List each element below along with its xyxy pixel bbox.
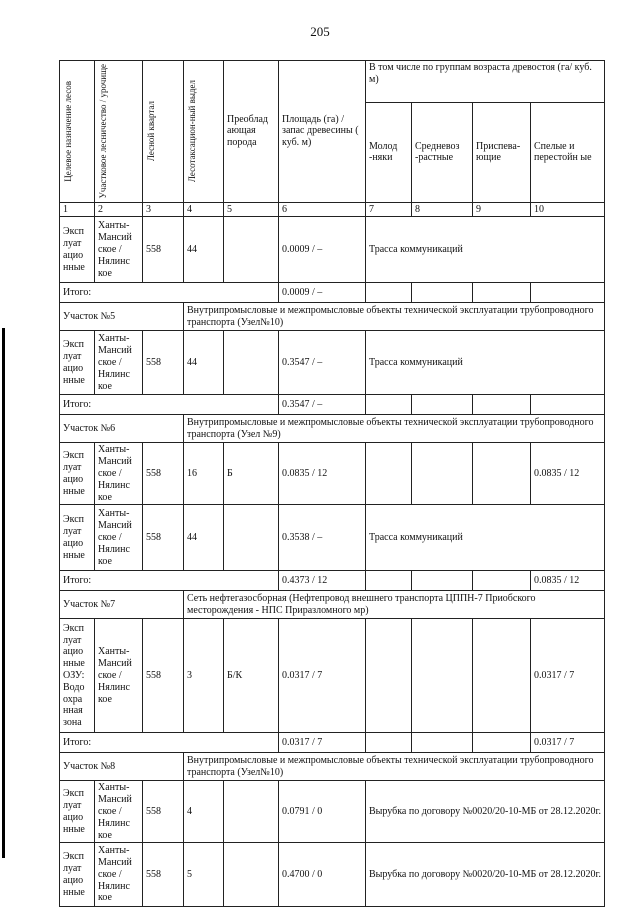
purpose-cell: Эксп луат ацио нные ОЗУ: Водо охра нная зона: [60, 619, 95, 733]
section-label: Участок №8: [60, 753, 184, 781]
forestry-cell: Ханты- Мансий ское / Нялинс кое: [95, 331, 143, 395]
header-mature: Спелые и перестойн ые: [531, 103, 605, 202]
area-cell: 0.3538 / –: [279, 505, 366, 571]
division-cell: 44: [184, 331, 224, 395]
total-label: Итого:: [60, 283, 279, 303]
quarter-cell: 558: [143, 843, 184, 907]
species-cell: [224, 843, 279, 907]
header-quarter: Лесной квартал: [146, 101, 156, 162]
total-mature: 0.0317 / 7: [531, 733, 605, 753]
species-cell: [224, 217, 279, 283]
col-number: 4: [184, 202, 224, 217]
quarter-cell: 558: [143, 619, 184, 733]
header-age-groups: В том числе по группам возраста древостоя (га/ куб. м): [366, 61, 605, 103]
area-cell: 0.3547 / –: [279, 331, 366, 395]
forestry-cell: Ханты- Мансий ское / Нялинс кое: [95, 619, 143, 733]
area-cell: 0.0009 / –: [279, 217, 366, 283]
forest-table: [59, 60, 605, 907]
total-area: 0.0317 / 7: [279, 733, 366, 753]
forestry-cell: Ханты- Мансий ское / Нялинс кое: [95, 217, 143, 283]
total-label: Итого:: [60, 571, 279, 591]
total-area: 0.0009 / –: [279, 283, 366, 303]
total-area: 0.3547 / –: [279, 395, 366, 415]
col-number: 9: [473, 202, 531, 217]
header-species: Преоблад ающая порода: [224, 61, 279, 203]
note-cell: Трасса коммуникаций: [366, 331, 605, 395]
col-number: 10: [531, 202, 605, 217]
note-cell: Трасса коммуникаций: [366, 217, 605, 283]
header-area: Площадь (га) / запас древесины ( куб. м): [279, 61, 366, 203]
note-cell: Трасса коммуникаций: [366, 505, 605, 571]
section-description: Внутрипромысловые и межпромысловые объекты технической эксплуатации трубопроводного транспорта (Узел№10): [184, 753, 605, 781]
total-label: Итого:: [60, 395, 279, 415]
forestry-cell: Ханты- Мансий ское / Нялинс кое: [95, 781, 143, 843]
quarter-cell: 558: [143, 443, 184, 505]
division-cell: 44: [184, 505, 224, 571]
division-cell: 16: [184, 443, 224, 505]
total-mature: 0.0835 / 12: [531, 571, 605, 591]
division-cell: 44: [184, 217, 224, 283]
col-number: 5: [224, 202, 279, 217]
species-cell: [224, 331, 279, 395]
page-number: 205: [310, 24, 330, 39]
quarter-cell: 558: [143, 217, 184, 283]
forestry-cell: Ханты- Мансий ское / Нялинс кое: [95, 443, 143, 505]
quarter-cell: 558: [143, 505, 184, 571]
col-number: 8: [412, 202, 473, 217]
quarter-cell: 558: [143, 781, 184, 843]
species-cell: [224, 505, 279, 571]
division-cell: 5: [184, 843, 224, 907]
header-forestry: Участковое лесничество / урочище: [98, 64, 108, 199]
area-cell: 0.0835 / 12: [279, 443, 366, 505]
header-maturing: Приспева- ющие: [473, 103, 531, 202]
species-cell: [224, 781, 279, 843]
purpose-cell: Эксп луат ацио нные: [60, 443, 95, 505]
header-purpose: Целевое назначение лесов: [63, 80, 73, 182]
section-description: Внутрипромысловые и межпромысловые объекты технической эксплуатации трубопроводного транспорта (Узел №9): [184, 415, 605, 443]
purpose-cell: Эксп луат ацио нные: [60, 843, 95, 907]
header-division: Лесотаксацион-ный выдел: [187, 80, 197, 183]
margin-mark: [2, 328, 5, 858]
forestry-cell: Ханты- Мансий ское / Нялинс кое: [95, 843, 143, 907]
purpose-cell: Эксп луат ацио нные: [60, 505, 95, 571]
forestry-cell: Ханты- Мансий ское / Нялинс кое: [95, 505, 143, 571]
area-cell: 0.0791 / 0: [279, 781, 366, 843]
header-middle: Средневоз -растные: [412, 103, 473, 202]
species-cell: Б: [224, 443, 279, 505]
note-cell: Вырубка по договору №0020/20-10-МБ от 28.12.2020г.: [366, 843, 605, 907]
col-number: 7: [366, 202, 412, 217]
section-label: Участок №5: [60, 303, 184, 331]
header-young: Молод -няки: [366, 103, 412, 202]
purpose-cell: Эксп луат ацио нные: [60, 217, 95, 283]
col-number: 1: [60, 202, 95, 217]
division-cell: 3: [184, 619, 224, 733]
total-area: 0.4373 / 12: [279, 571, 366, 591]
purpose-cell: Эксп луат ацио нные: [60, 331, 95, 395]
species-cell: Б/К: [224, 619, 279, 733]
area-cell: 0.0317 / 7: [279, 619, 366, 733]
purpose-cell: Эксп луат ацио нные: [60, 781, 95, 843]
quarter-cell: 558: [143, 331, 184, 395]
col-number: 3: [143, 202, 184, 217]
section-description: Сеть нефтегазосборная (Нефтепровод внешнего транспорта ЦППН-7 Приобского месторождения - НПС Приразломного мр): [184, 591, 605, 619]
section-label: Участок №7: [60, 591, 184, 619]
section-label: Участок №6: [60, 415, 184, 443]
col-number: 2: [95, 202, 143, 217]
total-label: Итого:: [60, 733, 279, 753]
mature-cell: 0.0835 / 12: [531, 443, 605, 505]
area-cell: 0.4700 / 0: [279, 843, 366, 907]
section-description: Внутрипромысловые и межпромысловые объекты технической эксплуатации трубопроводного транспорта (Узел№10): [184, 303, 605, 331]
division-cell: 4: [184, 781, 224, 843]
note-cell: Вырубка по договору №0020/20-10-МБ от 28.12.2020г.: [366, 781, 605, 843]
mature-cell: 0.0317 / 7: [531, 619, 605, 733]
col-number: 6: [279, 202, 366, 217]
